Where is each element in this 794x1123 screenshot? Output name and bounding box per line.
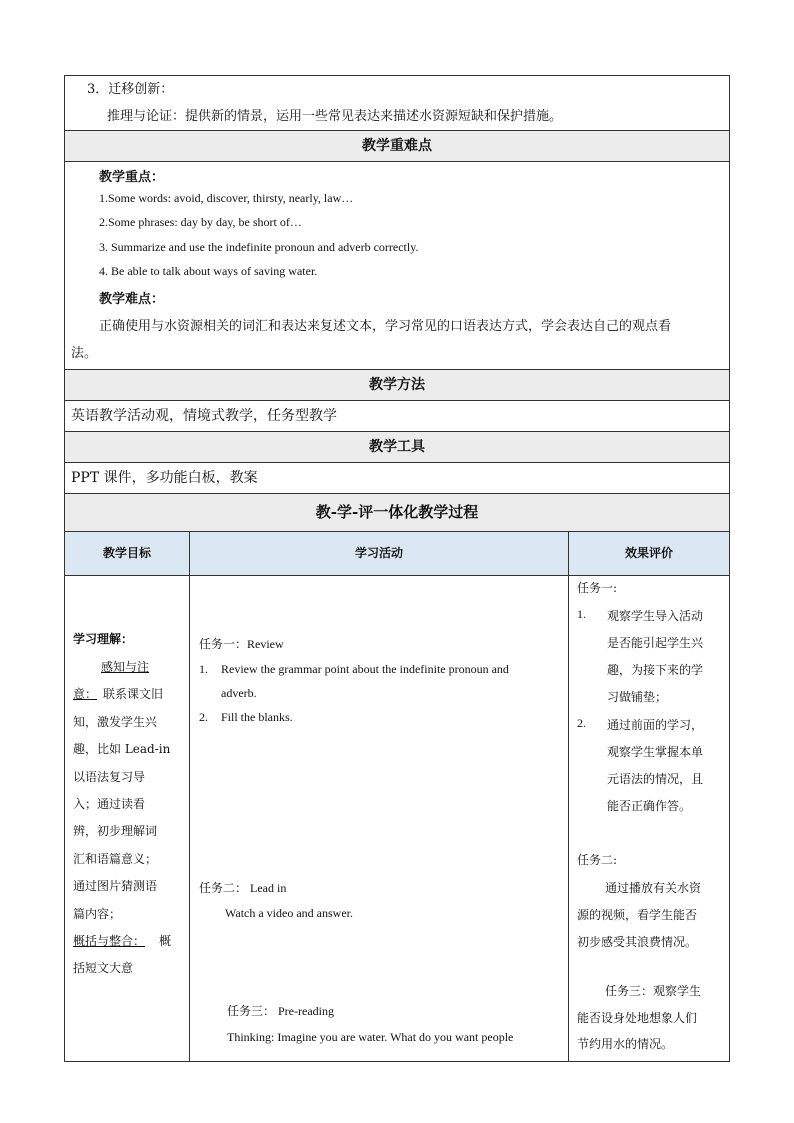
eval-4-line-2: 节约用水的情况。: [577, 1037, 674, 1051]
eval-3-line-1: 源的视频，看学生能否: [577, 908, 698, 922]
focus-item-2: 2.Some phrases: day by day, be short of…: [99, 215, 302, 229]
activity-task1-item1b: adverb.: [221, 686, 257, 700]
goal-sub1: 感知与注: [101, 660, 150, 674]
goal-sub2: 概括与整合：: [73, 934, 146, 948]
eval-3-line-0: 通过播放有关水资: [605, 881, 702, 895]
key-points-content: [64, 162, 730, 370]
column-header-goals: 教学目标: [65, 532, 190, 575]
goal-sub2-text: 概: [159, 934, 172, 948]
process-header: 教-学-评一体化教学过程: [315, 503, 479, 521]
eval-2-line-0: 通过前面的学习，: [607, 718, 704, 732]
eval-3-line-2: 初步感受其浪费情况。: [577, 935, 698, 949]
tools-header: 教学工具: [369, 439, 425, 455]
activity-task1-item2: Fill the blanks.: [221, 710, 293, 724]
column-header-evaluation: 效果评价: [569, 532, 729, 575]
column-divider-2: [568, 576, 569, 1061]
methods-content: [64, 401, 730, 432]
eval-2-line-3: 能否正确作答。: [607, 799, 692, 813]
key-points-header: 教学重难点: [362, 138, 432, 154]
goal-sub1b: 意：: [73, 687, 98, 701]
item-3-label: 3．迁移创新：: [87, 82, 174, 97]
eval-4-line-0: 任务三：观察学生: [605, 984, 702, 998]
goal-label: 学习理解：: [73, 632, 134, 646]
column-header-activities: 学习活动: [190, 532, 569, 575]
methods-text: 英语教学活动观，情境式教学，任务型教学: [71, 408, 337, 424]
methods-header-row: [64, 370, 730, 401]
difficulty-label: 教学难点：: [99, 292, 165, 307]
activity-task2: 任务二： Lead in: [199, 881, 287, 895]
difficulty-line-2: 法。: [71, 346, 98, 361]
key-points-header-row: [64, 131, 730, 162]
goal-line-3: 以语法复习导: [73, 770, 146, 784]
eval-1-line-0: 观察学生导入活动: [607, 609, 704, 623]
goal-line-2: 趣，比如 Lead-in: [73, 742, 171, 756]
eval-task1: 任务一:: [577, 581, 618, 595]
goal-line-7: 通过图片猜测语: [73, 879, 158, 893]
focus-item-3: 3. Summarize and use the indefinite pronoun and adverb correctly.: [99, 240, 419, 254]
eval-num2: 2.: [577, 716, 586, 730]
section-innovation: [64, 75, 730, 131]
activity-task3: 任务三： Pre-reading: [227, 1004, 334, 1018]
eval-task2: 任务二:: [577, 853, 618, 867]
activity-task1-num2: 2.: [199, 710, 208, 724]
goal-line-6: 汇和语篇意义；: [73, 852, 158, 866]
eval-4-line-1: 能否设身处地想象人们: [577, 1011, 698, 1025]
activity-task2-text: Watch a video and answer.: [225, 906, 353, 920]
tools-header-row: [64, 432, 730, 463]
eval-1-line-2: 趣，为接下来的学: [607, 663, 704, 677]
tools-content: [64, 463, 730, 494]
difficulty-line-1: 正确使用与水资源相关的词汇和表达来复述文本，学习常见的口语表达方式，学会表达自己的观点看: [99, 319, 672, 334]
methods-header: 教学方法: [369, 377, 425, 393]
eval-2-line-1: 观察学生掌握本单: [607, 745, 704, 759]
focus-item-4: 4. Be able to talk about ways of saving water.: [99, 264, 318, 278]
goal-line-0: 联系课文旧: [103, 687, 164, 701]
activity-task1-item1a: Review the grammar point about the indefinite pronoun and: [221, 662, 509, 676]
process-column-headers: [64, 532, 730, 576]
focus-label: 教学重点：: [99, 170, 165, 185]
focus-item-1: 1.Some words: avoid, discover, thirsty, nearly, law…: [99, 191, 354, 205]
goal-line-8: 篇内容；: [73, 907, 122, 921]
eval-num1: 1.: [577, 607, 586, 621]
activity-task1: 任务一：Review: [199, 637, 284, 651]
process-body: [64, 576, 730, 1062]
activity-task3-text: Thinking: Imagine you are water. What do you want people: [227, 1030, 514, 1044]
eval-1-line-1: 是否能引起学生兴: [607, 636, 704, 650]
item-3-text: 推理与论证：提供新的情景，运用一些常见表达来描述水资源短缺和保护措施。: [107, 109, 563, 124]
goal-last: 括短文大意: [73, 961, 134, 975]
tools-text: PPT 课件，多功能白板，教案: [71, 470, 258, 486]
goal-line-4: 入；通过读看: [73, 797, 146, 811]
activity-task1-num1: 1.: [199, 662, 208, 676]
eval-2-line-2: 元语法的情况，且: [607, 772, 704, 786]
column-divider-1: [189, 576, 190, 1061]
goal-line-1: 知，激发学生兴: [73, 715, 158, 729]
eval-1-line-3: 习做铺垫；: [607, 690, 668, 704]
process-header-row: [64, 494, 730, 532]
goal-line-5: 辨，初步理解词: [73, 824, 158, 838]
